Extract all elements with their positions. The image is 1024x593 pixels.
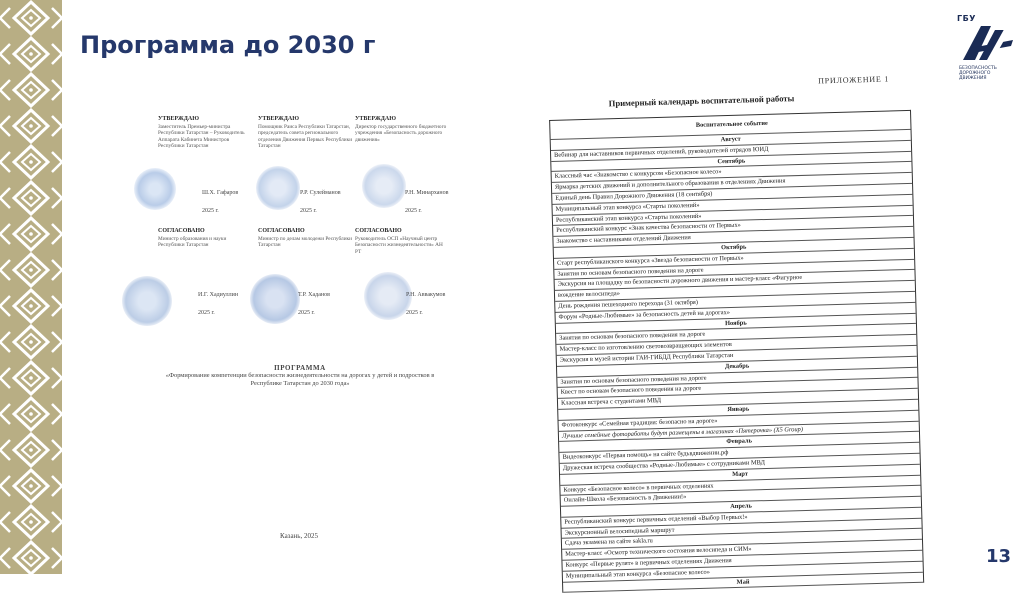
official-seal: [134, 168, 176, 210]
event-row: Вебинар для наставников первичных отделений, руководителей отрядов ЮИД: [551, 141, 911, 162]
ornament-pattern: [0, 0, 62, 574]
calendar-table: [549, 110, 924, 593]
event-row: Муниципальный этап конкурса «Безопасное колесо»: [563, 562, 923, 583]
program-title-block: [160, 364, 440, 388]
signature-date: 2025 г.: [406, 310, 423, 316]
signature-date: 2025 г.: [300, 208, 317, 214]
event-row: Классный час «Знакомство с конкурсом «Безопасное колесо»: [552, 162, 912, 183]
decorative-ornament-border: [0, 0, 62, 574]
event-row: Республиканский этап конкурса «Старты поколений»: [553, 205, 913, 226]
month-row: Февраль: [559, 432, 919, 453]
agreement-heading: СОГЛАСОВАНО: [158, 228, 205, 234]
signature-name: Р.Р. Сулейманов: [300, 190, 341, 196]
approval-block-3: [355, 116, 450, 143]
calendar-page: [548, 70, 908, 586]
approval-heading: УТВЕРЖДАЮ: [258, 116, 300, 122]
signature-date: 2025 г.: [298, 310, 315, 316]
official-seal: [364, 272, 412, 320]
approval-block-2: [258, 116, 353, 149]
event-row: Дружеская встреча сообщества «Родные-Любимые» с сотрудниками МВД: [560, 454, 920, 475]
event-row: вождение велосипеда»: [555, 281, 915, 302]
agreement-text: Министр образования и науки Республики Татарстан: [158, 236, 227, 249]
signature-name: Р.Н. Минарханов: [405, 190, 449, 196]
signature-date: 2025 г.: [198, 310, 215, 316]
approval-text: Заместитель Премьер-министра Республики Татарстан – Руководитель Аппарата Кабинета Министров Республики Татарстан: [158, 124, 245, 149]
program-title-page-scan: [100, 100, 500, 570]
month-row: Август: [551, 130, 911, 151]
month-row: Январь: [558, 400, 918, 421]
event-row: Муниципальный этап конкурса «Старты поколений»: [552, 195, 912, 216]
event-row: Классная встреча с студентами МВД: [558, 389, 918, 410]
event-row: Форум «Родные-Любимые» за безопасность детей на дорогах»: [555, 303, 915, 324]
event-row: Республиканский конкурс первичных отделений «Выбор Первых!»: [561, 508, 921, 529]
signature-name: Ш.Х. Гафаров: [202, 190, 239, 196]
event-row: Экскурсионный велосипедный маршрут: [562, 518, 922, 539]
calendar-title: Примерный календарь воспитательной работы: [608, 93, 795, 109]
event-row: Старт республиканского конкурса «Звезда безопасности от Первых»: [554, 249, 914, 270]
page-number: 13: [986, 546, 1012, 567]
program-name: «Формирование компетенции безопасности жизнедеятельности на дорогах у детей и подростков в Республике Татарстан до 2030 года»: [165, 372, 435, 387]
program-heading: ПРОГРАММА: [274, 364, 326, 372]
agreement-block-3: [355, 228, 450, 255]
event-row: Сдача экзамена на сайте sakla.ru: [562, 529, 922, 550]
official-seal: [122, 276, 172, 326]
official-seal: [256, 166, 300, 210]
signature-date: 2025 г.: [202, 208, 219, 214]
event-row: Занятия по основам безопасного поведения на дороге: [556, 324, 916, 345]
gbu-bdd-logo: [955, 14, 1017, 86]
slide-title: Программа до 2030 г: [80, 31, 376, 59]
month-row: Декабрь: [557, 357, 917, 378]
approval-block-1: [158, 116, 253, 149]
month-row: Октябрь: [554, 238, 914, 259]
event-row: Конкурс «Первые рулят» в первичных отделениях Движения: [562, 551, 922, 572]
event-row: Экскурсия в музей истории ГАИ-ГИБДД Республики Татарстан: [557, 346, 917, 367]
event-row: Занятия по основам безопасного поведения на дороге: [554, 259, 914, 280]
event-row: Конкурс «Безопасное колесо» в первичных отделениях: [560, 475, 920, 496]
month-row: Апрель: [561, 497, 921, 518]
city-year: Казань, 2025: [280, 532, 318, 540]
month-row: Март: [560, 464, 920, 485]
signature-name: Р.Н. Аввакумов: [406, 292, 446, 298]
signature-name: Т.Р. Хаданов: [298, 292, 330, 298]
logo-abbr: ГБУ: [957, 14, 976, 23]
event-row: Квест по основам безопасного поведения на дороге: [558, 378, 918, 399]
approval-heading: УТВЕРЖДАЮ: [355, 116, 397, 122]
agreement-heading: СОГЛАСОВАНО: [355, 228, 402, 234]
signature-name: И.Г. Хадиуллин: [198, 292, 239, 298]
official-seal: [250, 274, 300, 324]
event-row: Ярмарка детских движений и дополнительного образования в отделениях Движения: [552, 173, 912, 194]
table-header: Воспитательное событие: [550, 111, 910, 140]
event-row: Мастер-класс по изготовлению световозвращающих элементов: [556, 335, 916, 356]
agreement-block-2: [258, 228, 353, 249]
event-row: Фотоконкурс «Семейная традиция: безопасно на дороге»: [559, 411, 919, 432]
event-row: Лучшие семейные фотоработы будут размещены в магазинах «Пятерочка» (X5 Group): [559, 421, 919, 442]
event-row: Видеоконкурс «Первая помощь» на сайте будьвдвижении.рф: [559, 443, 919, 464]
agreement-heading: СОГЛАСОВАНО: [258, 228, 305, 234]
month-row: Сентябрь: [551, 151, 911, 172]
month-row: Май: [563, 572, 923, 593]
road-arrow-icon: [961, 20, 1015, 64]
event-row: Мастер-класс «Осмотр технического состояния велосипеда и СИМ»: [562, 540, 922, 561]
appendix-label: ПРИЛОЖЕНИЕ 1: [818, 74, 890, 86]
approval-text: Помощник Раиса Республики Татарстан, председатель совета регионального отделения Движения Первых Республики Татарстан: [258, 124, 353, 149]
signature-date: 2025 г.: [405, 208, 422, 214]
official-seal: [362, 164, 406, 208]
event-row: Знакомство с наставниками отделений Движения: [553, 227, 913, 248]
approval-heading: УТВЕРЖДАЮ: [158, 116, 200, 122]
event-row: Онлайн-Школа «Безопасность в Движении!»: [561, 486, 921, 507]
event-row: Занятия по основам безопасного поведения на дороге: [557, 367, 917, 388]
event-row: День рождения пешеходного перехода (31 октября): [555, 292, 915, 313]
agreement-text: Министр по делам молодежи Республики Татарстан: [258, 236, 352, 249]
event-row: Единый день Правил Дорожного Движения (18 сентября): [552, 184, 912, 205]
approval-text: Директор государственного бюджетного учреждения «Безопасность дорожного движения»: [355, 124, 447, 143]
calendar-scan: [548, 74, 918, 586]
logo-tagline: БЕЗОПАСНОСТЬ ДОРОЖНОГО ДВИЖЕНИЯ: [959, 66, 997, 81]
agreement-block-1: [158, 228, 253, 249]
month-row: Ноябрь: [556, 313, 916, 334]
agreement-text: Руководитель ОСП «Научный центр Безопасности жизнедеятельности» АН РТ: [355, 236, 443, 255]
event-row: Экскурсия на площадку по безопасности дорожного движения и мастер-класс «Фигурное: [555, 270, 915, 291]
event-row: Республиканский конкурс «Знак качества безопасности от Первых»: [553, 216, 913, 237]
